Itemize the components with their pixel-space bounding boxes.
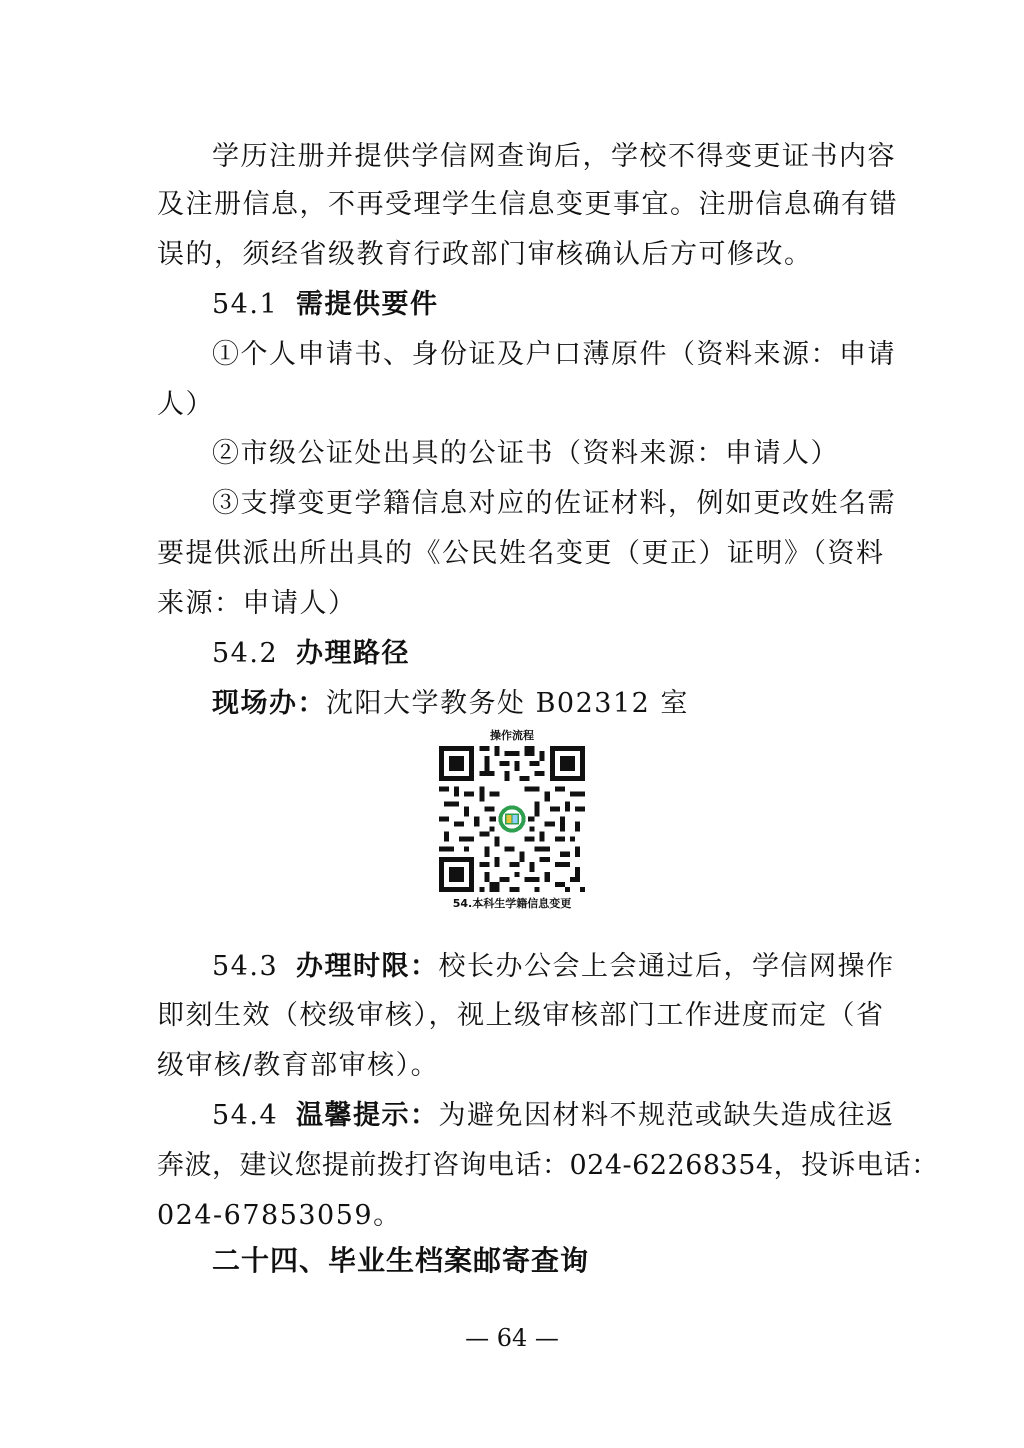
section-number: 54.4 [212,1100,279,1131]
requirement-3-line-2: 要提供派出所出具的《公民姓名变更（更正）证明》（资料 [157,538,885,569]
onsite-location: 沈阳大学教务处 B02312 室 [326,688,689,719]
requirement-1-line-2: 人） [157,389,214,420]
qr-code-block [432,728,592,912]
section-text: 为避免因材料不规范或缺失造成往返 [438,1100,895,1131]
section-54-3-line-2: 即刻生效（校级审核），视上级审核部门工作进度而定（省 [157,1000,885,1031]
section-title: 办理路径 [296,638,410,669]
requirement-2: ②市级公证处出具的公证书（资料来源：申请人） [212,438,839,469]
section-label: 办理时限： [296,951,439,982]
section-number: 54.1 [212,289,279,320]
onsite-label: 现场办： [212,688,326,719]
section-54-2-heading [212,637,869,671]
requirement-3-line-3: 来源：申请人） [157,588,357,619]
section-number: 54.3 [212,951,279,982]
section-text: 校长办公会上会通过后，学信网操作 [438,951,895,982]
section-54-3-line-1 [212,950,895,984]
requirement-3-line-1: ③支撑变更学籍信息对应的佐证材料，例如更改姓名需 [212,488,896,519]
section-54-4-line-3: 024-67853059。 [157,1200,402,1231]
chapter-24-heading: 二十四、毕业生档案邮寄查询 [212,1244,590,1277]
qr-caption: 54.本科生学籍信息变更 [452,897,572,910]
section-54-1-heading [212,288,869,322]
section-number: 54.2 [212,638,279,669]
section-label: 温馨提示： [296,1100,439,1131]
intro-line-3: 误的，须经省级教育行政部门审核确认后方可修改。 [157,239,813,270]
intro-line-2: 及注册信息，不再受理学生信息变更事宜。注册信息确有错 [157,189,898,220]
onsite-route [212,687,869,721]
section-54-3-line-3: 级审核/教育部审核）。 [157,1050,440,1081]
section-title: 需提供要件 [296,289,439,320]
section-54-4-line-2: 奔波，建议您提前拨打咨询电话：024-62268354，投诉电话： [157,1150,939,1181]
qr-title: 操作流程 [490,729,534,742]
intro-line-1: 学历注册并提供学信网查询后，学校不得变更证书内容 [212,141,896,172]
requirement-1-line-1: ①个人申请书、身份证及户口薄原件（资料来源：申请 [212,339,896,370]
qr-code-image[interactable] [439,746,585,892]
section-54-4-line-1 [212,1099,895,1133]
page-number: — 64 — [465,1324,559,1352]
